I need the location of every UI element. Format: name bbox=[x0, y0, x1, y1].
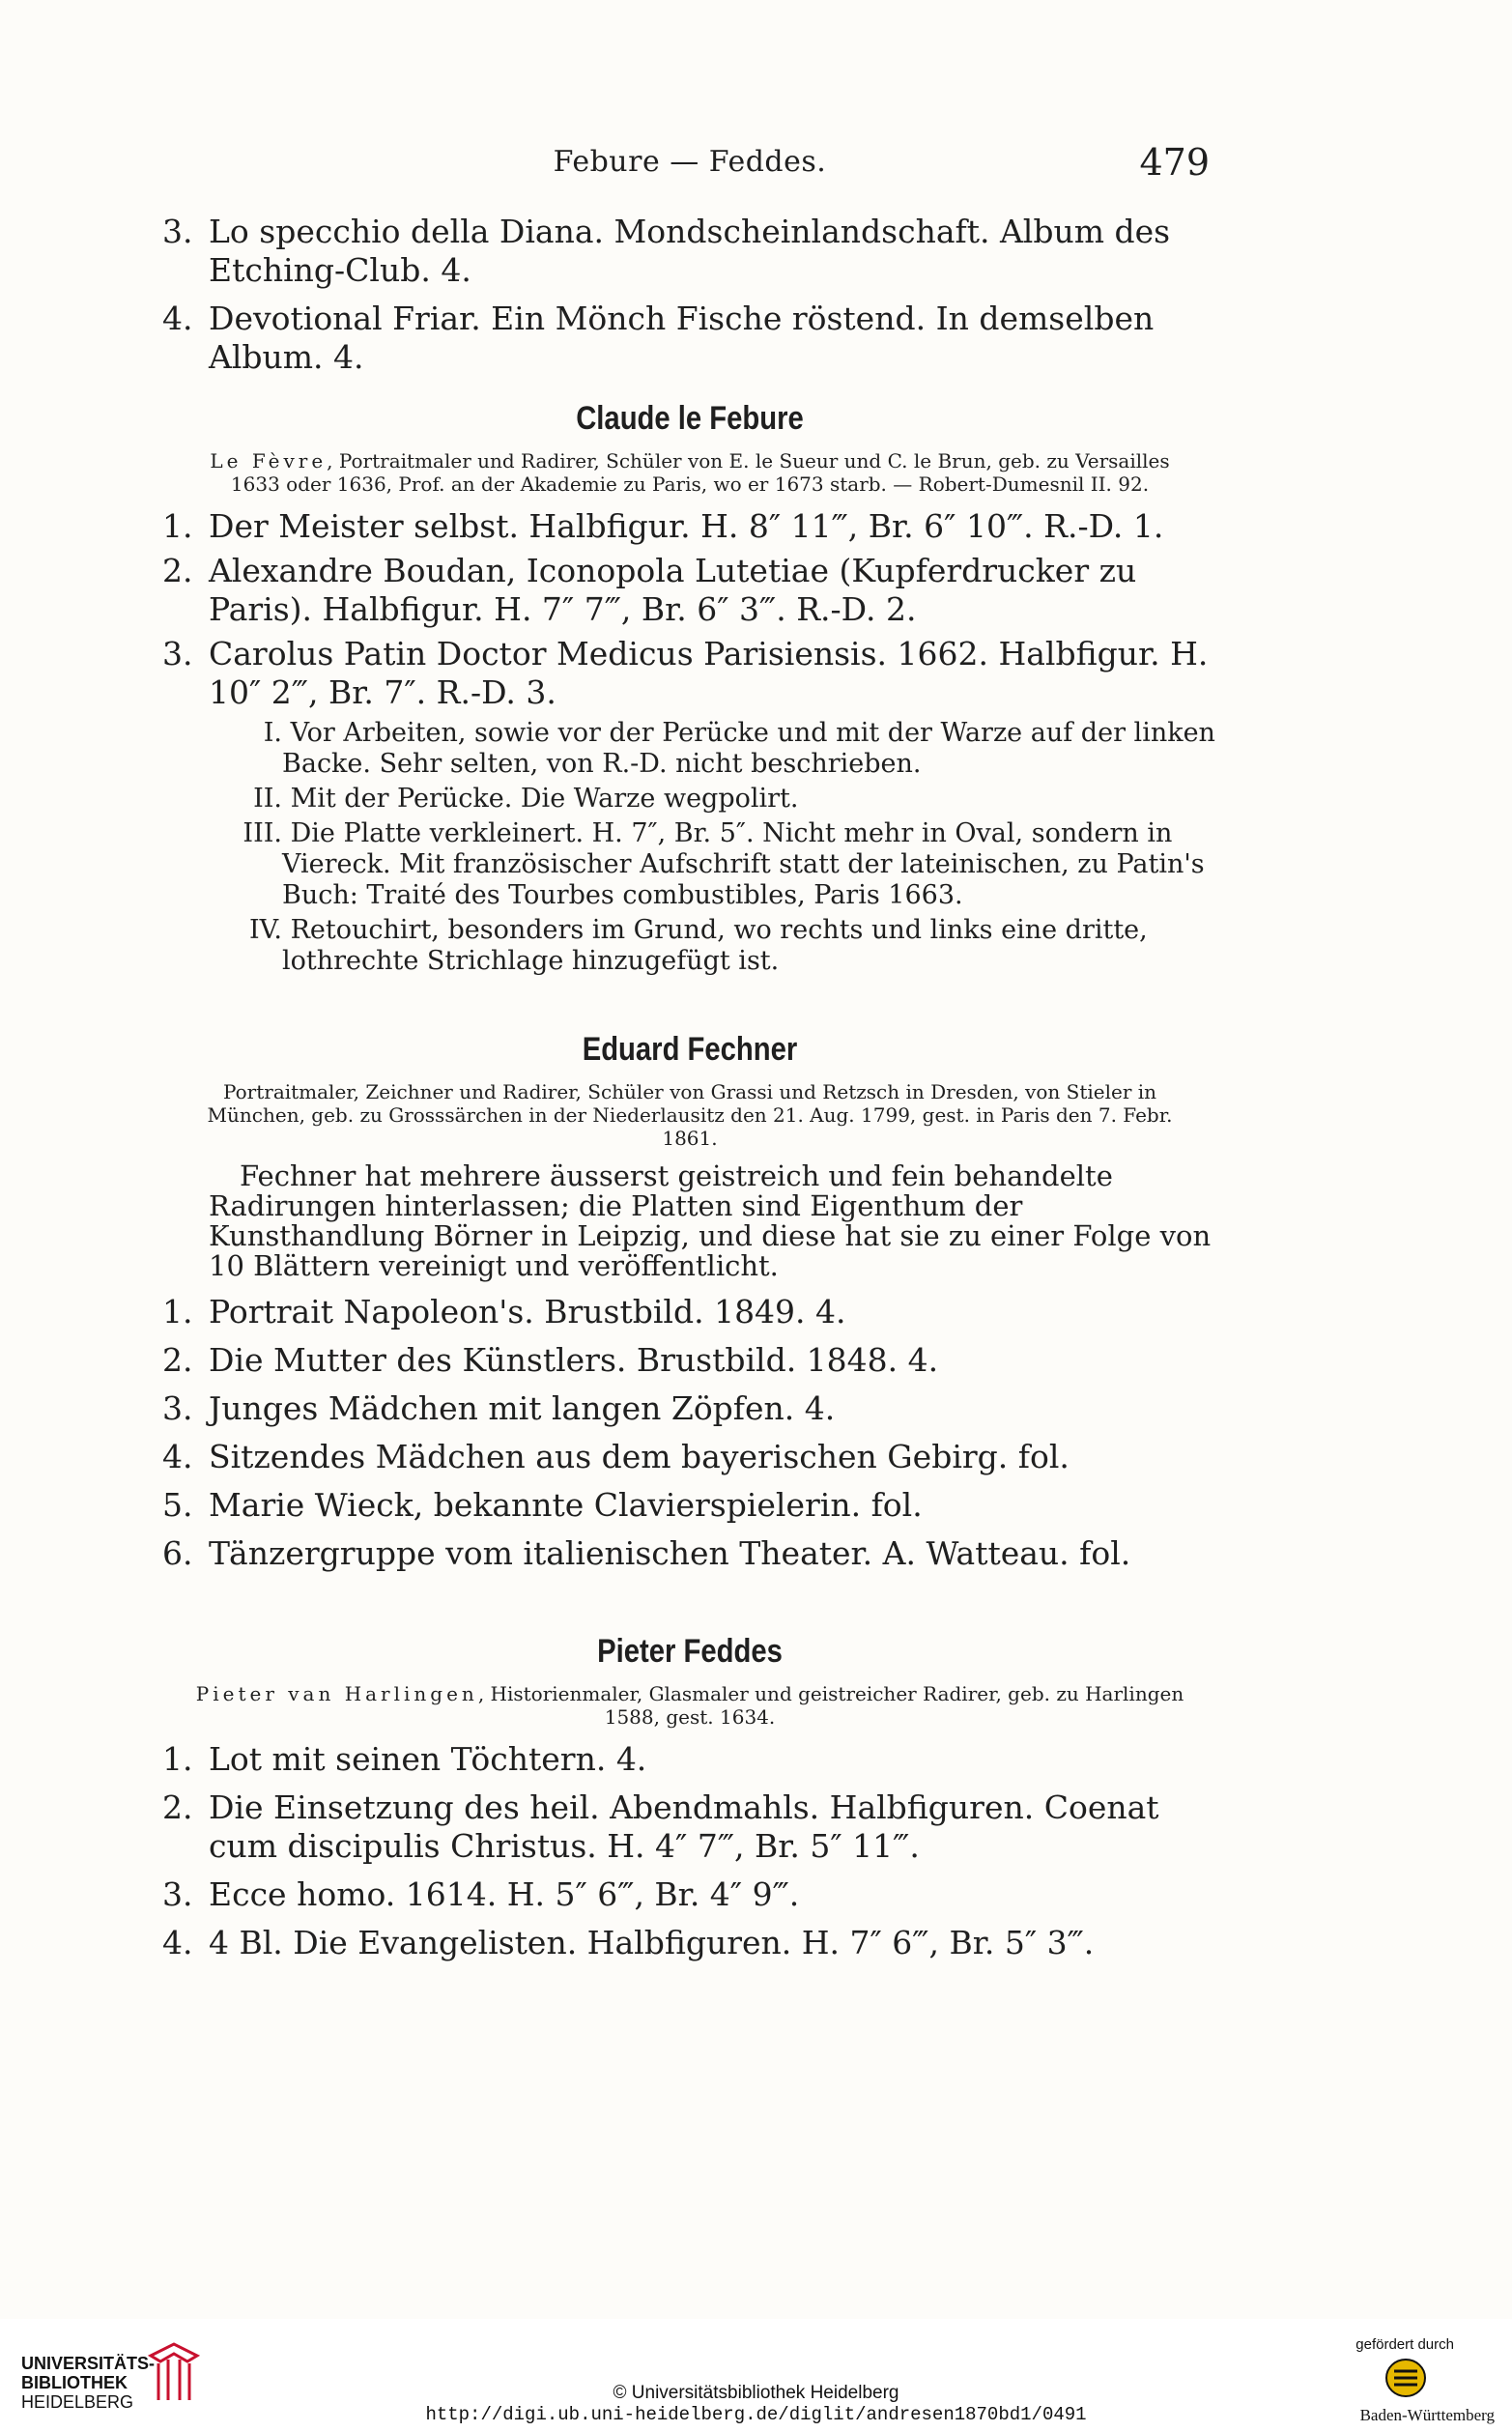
funder-name: Baden-Württemberg bbox=[1359, 2406, 1495, 2424]
list-item: 5. Marie Wieck, bekannte Clavierspielerin. fol. bbox=[162, 1486, 923, 1524]
footer-bar bbox=[0, 2319, 1512, 2432]
state-item: III. Die Platte verkleinert. H. 7″, Br. 5″. Nicht mehr in Oval, sondern in Viereck. Mit französischer Aufschrift statt der lateinischen, zu Patin's Buch: Traité des Tourbes combustibles, Paris 1663. bbox=[242, 818, 1205, 910]
list-item: 3. Carolus Patin Doctor Medicus Parisiensis. 1662. Halbfigur. H. 10″ 2‴, Br. 7″. R.-D. 3. bbox=[162, 635, 1209, 711]
list-item: 4. 4 Bl. Die Evangelisten. Halbfiguren. H. 7″ 6‴, Br. 5″ 3‴. bbox=[162, 1924, 1095, 1961]
list-item: 2. Alexandre Boudan, Iconopola Lutetiae (Kupferdrucker zu Paris). Halbfigur. H. 7″ 7‴, Br. 6″ 3‴. R.-D. 2. bbox=[162, 552, 1137, 628]
biography-febure: Le Fèvre, Portraitmaler und Radirer, Schüler von E. le Sueur und C. le Brun, geb. zu Versailles 1633 oder 1636, Prof. an der Akademie zu Paris, wo er 1673 starb. — Robert-Dumesnil II. 92. bbox=[210, 449, 1170, 496]
state-item: II. Mit der Perücke. Die Warze wegpolirt. bbox=[253, 784, 799, 814]
list-item: 1. Lot mit seinen Töchtern. 4. bbox=[162, 1740, 647, 1778]
baden-wuerttemberg-crest-icon bbox=[1384, 2358, 1427, 2398]
permalink[interactable]: http://digi.ub.uni-heidelberg.de/diglit/andresen1870bd1/0491 bbox=[425, 2404, 1087, 2425]
list-item: 3. Junges Mädchen mit langen Zöpfen. 4. bbox=[162, 1389, 836, 1427]
section-heading-feddes: Pieter Feddes bbox=[597, 1633, 783, 1670]
state-item: IV. Retouchirt, besonders im Grund, wo rechts und links eine dritte, lothrechte Strichlage hinzugefügt ist. bbox=[248, 915, 1148, 976]
section-heading-febure: Claude le Febure bbox=[576, 400, 804, 437]
list-item: 1. Der Meister selbst. Halbfigur. H. 8″ 11‴, Br. 6″ 10‴. R.-D. 1. bbox=[162, 507, 1164, 545]
list-item: 2. Die Einsetzung des heil. Abendmahls. Halbfiguren. Coenat cum discipulis Christus. H. 4″ 7‴, Br. 5″ 11‴. bbox=[162, 1788, 1159, 1865]
state-item: I. Vor Arbeiten, sowie vor der Perücke und mit der Warze auf der linken Backe. Sehr selten, von R.-D. nicht beschrieben. bbox=[263, 718, 1215, 779]
page-header bbox=[162, 141, 1217, 189]
list-item: 3. Lo specchio della Diana. Mondscheinlandschaft. Album des Etching-Club. 4. bbox=[162, 213, 1171, 289]
list-item: 4. Devotional Friar. Ein Mönch Fische röstend. In demselben Album. 4. bbox=[162, 300, 1155, 376]
list-item: 2. Die Mutter des Künstlers. Brustbild. 1848. 4. bbox=[162, 1341, 939, 1379]
page-number: 479 bbox=[1139, 141, 1210, 184]
ub-heidelberg-logo[interactable]: UNIVERSITÄTS- BIBLIOTHEK HEIDELBERG bbox=[21, 2354, 156, 2412]
body-text bbox=[162, 213, 1217, 1972]
list-item: 4. Sitzendes Mädchen aus dem bayerischen Gebirg. fol. bbox=[162, 1438, 1070, 1475]
section-heading-fechner: Eduard Fechner bbox=[582, 1031, 798, 1068]
copyright-notice: © Universitätsbibliothek Heidelberg bbox=[613, 2383, 899, 2403]
biography-fechner: Portraitmaler, Zeichner und Radirer, Schüler von Grassi und Retzsch in Dresden, von Stieler in München, geb. zu Grosssärchen in der Niederlausitz den 21. Aug. 1799, gest. in Paris den 7. Febr. 1861. bbox=[207, 1080, 1173, 1150]
biography-feddes: Pieter van Harlingen, Historienmaler, Glasmaler und geistreicher Radirer, geb. zu Harlingen 1588, gest. 1634. bbox=[195, 1682, 1184, 1729]
funded-by-label: gefördert durch bbox=[1355, 2336, 1454, 2353]
paragraph-fechner: Fechner hat mehrere äusserst geistreich und fein behandelte Radirungen hinterlassen; die Platten sind Eigenthum der Kunsthandlung Börner in Leipzig, und diese hat sie zu einer Folge von 10 Blättern vereinigt und veröffentlicht. bbox=[209, 1159, 1212, 1282]
list-item: 1. Portrait Napoleon's. Brustbild. 1849. 4. bbox=[162, 1293, 846, 1330]
list-item: 3. Ecce homo. 1614. H. 5″ 6‴, Br. 4″ 9‴. bbox=[162, 1875, 800, 1913]
running-head: Febure — Feddes. bbox=[553, 145, 827, 179]
list-item: 6. Tänzergruppe vom italienischen Theater. A. Watteau. fol. bbox=[162, 1534, 1131, 1572]
